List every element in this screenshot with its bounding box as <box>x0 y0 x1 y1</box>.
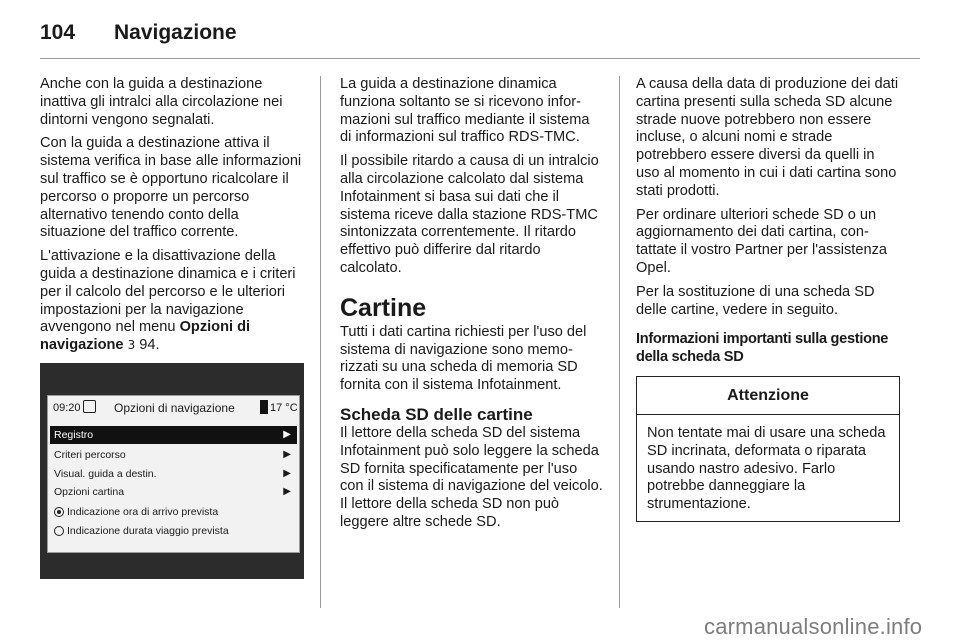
option-label: Indicazione ora di arrivo prevista <box>67 506 219 518</box>
column-right <box>636 76 902 373</box>
back-icon <box>83 400 96 413</box>
paragraph: Tutti i dati cartina richiesti per l'uso del sistema di navigazione sono memorizzati su una scheda di memoria SD fornita con il sistema Infotainment. <box>340 323 587 394</box>
chevron-right-icon: ▶ <box>283 468 291 479</box>
paragraph-text: L'attivazione e la disattivazione della guida a destinazione dinamica e i criteri per il calcolo del percorso e le ulteriori impostazioni per la navigazione avvengono nel menu <box>40 248 296 336</box>
chevron-right-icon: ▶ <box>283 449 291 460</box>
paragraph: Il possibile ritardo a causa di un intralcio alla circolazione calcolato dal sistema Infotainment si basa sui dati che il sistema riceve dalla stazione RDS-TMC sintonizzata correntemente. Il ritardo effettivo può differire dal ritardo calcolato. <box>340 153 599 276</box>
menu-item-criteri-percorso <box>50 446 297 464</box>
infotainment-screen-image <box>40 363 304 579</box>
page-ref-arrow-icon: 3 <box>127 338 136 353</box>
menu-item-registro <box>50 426 297 444</box>
section-title: Navigazione <box>114 21 237 44</box>
menu-item-label: Visual. guida a destin. <box>54 468 157 480</box>
menu-item-label: Registro <box>54 429 94 441</box>
page-header <box>40 18 920 58</box>
clock-time: 09:20 <box>53 402 81 414</box>
menu-item-label: Criteri percorso <box>54 449 126 461</box>
paragraph: Con la guida a destinazione attiva il sistema verifica in base alle informazioni sul traffico se è opportuno ricalcolare il percorso o proporre un percorso alternativo tenendo conto della situazione del traffico corrente. <box>40 135 302 241</box>
display-title: Opzioni di navigazione <box>114 401 235 415</box>
chevron-right-icon: ▶ <box>283 429 291 440</box>
warning-box <box>636 376 900 522</box>
watermark: carmanualsonline.info <box>704 614 923 639</box>
option-travel-duration <box>50 522 297 540</box>
column-middle <box>340 76 604 538</box>
menu-reference: Opzioni di navigazione <box>40 319 251 354</box>
subsection-heading: Scheda SD delle cartine <box>340 404 533 424</box>
page-ref: 94. <box>139 337 160 354</box>
temperature: 17 °C <box>270 402 298 414</box>
paragraph: Per la sostituzione di una scheda SD delle cartine, vedere in seguito. <box>636 283 875 318</box>
radio-unchecked-icon <box>54 526 64 536</box>
paragraph: Il lettore della scheda SD del sistema Infotainment può solo leggere la scheda SD fornita specificatamente per l'uso con il sistema di navigazione del veicolo. Il lettore della scheda SD non può leggere altre schede SD. <box>340 424 603 530</box>
paragraph: A causa della data di produzione dei dati cartina presenti sulla scheda SD alcune strade nuove potrebbero non essere incluse, o alcuni nomi e strade potrebbero essere diversi da quelli in uso al momento in cui i dati cartina sono stati prodotti. <box>636 76 899 199</box>
display <box>47 395 300 553</box>
option-arrival-time <box>50 503 297 521</box>
paragraph: La guida a destinazione dinamica funziona soltanto se si ricevono informazioni sul traffico mediante il sistema di informazioni sul traffico RDS-TMC. <box>340 76 590 146</box>
subsection-heading: Informazioni importanti sulla gestione della scheda SD <box>636 331 889 366</box>
chevron-right-icon: ▶ <box>283 486 291 497</box>
column-divider <box>619 76 620 608</box>
warning-text: Non tentate mai di usare una scheda SD incrinata, deformata o riparata usando nastro adesivo. Farlo potrebbe danneggiare la strumentazione. <box>647 425 886 513</box>
paragraph: Anche con la guida a destinazione inattiva gli intralci alla circolazione nei dintorni vengono segnalati. <box>40 76 283 128</box>
page-number: 104 <box>40 21 76 44</box>
paragraph: Per ordinare ulteriori schede SD o un aggiornamento dei dati cartina, contattate il vostro Partner per l'assistenza Opel. <box>636 206 887 276</box>
phone-icon <box>260 400 268 414</box>
menu-item-visual-guida <box>50 465 297 483</box>
menu-item-opzioni-cartina <box>50 483 297 501</box>
section-heading: Cartine <box>340 293 427 322</box>
radio-checked-icon <box>54 507 64 517</box>
option-label: Indicazione durata viaggio prevista <box>67 525 229 537</box>
display-header <box>48 396 299 420</box>
warning-title: Attenzione <box>637 377 899 415</box>
menu-item-label: Opzioni cartina <box>54 486 125 498</box>
column-left <box>40 76 304 361</box>
paragraph <box>40 248 304 355</box>
column-divider <box>320 76 321 608</box>
header-divider <box>40 58 920 59</box>
